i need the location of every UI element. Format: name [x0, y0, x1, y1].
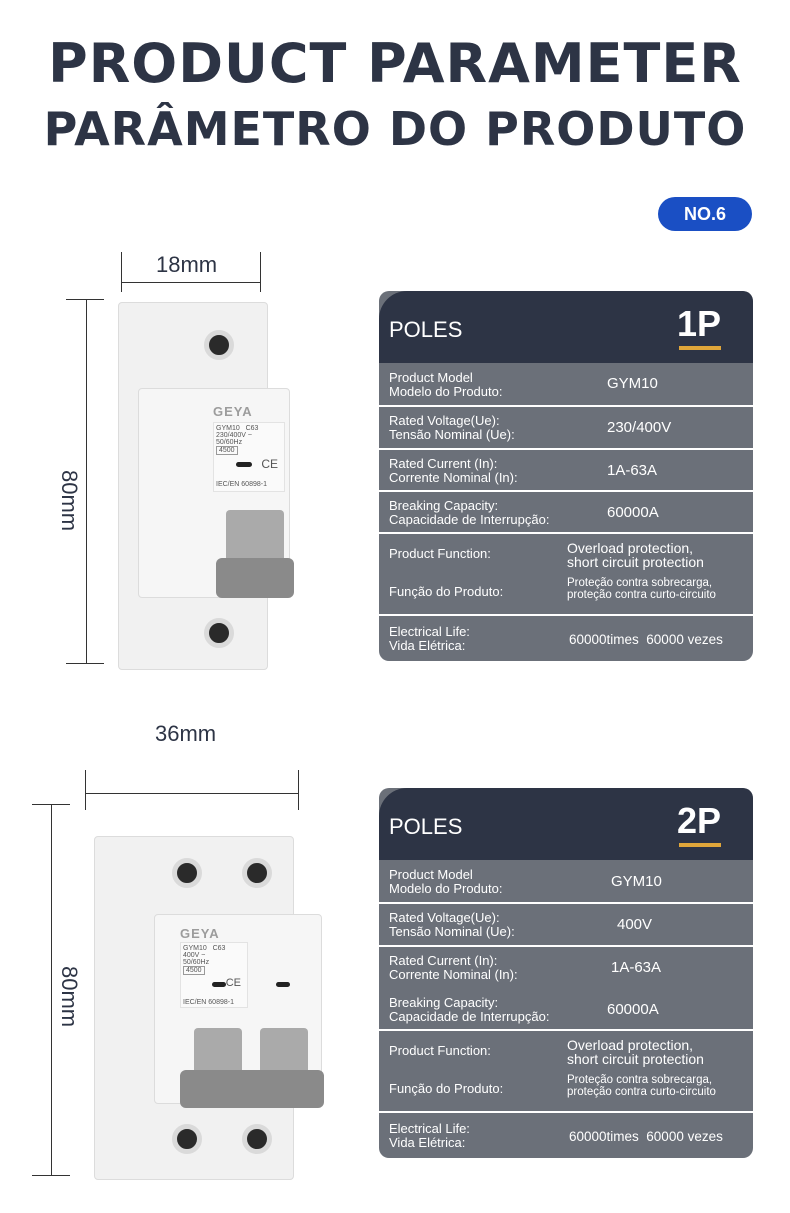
breaking-label-pt: Capacidade de Interrupção:	[389, 512, 550, 527]
label-model: GYM10	[216, 425, 240, 432]
model-label-pt: Modelo do Produto:	[389, 881, 503, 896]
current-label-pt: Corrente Nominal (In):	[389, 967, 518, 982]
indicator-window	[212, 982, 226, 987]
label-standard: IEC/EN 60898-1	[183, 999, 234, 1006]
row-model	[379, 860, 753, 904]
breaking-value: 60000A	[607, 504, 659, 521]
row-voltage	[379, 407, 753, 450]
height-1p-line	[86, 299, 87, 663]
model-label-en: Product Model	[389, 867, 473, 882]
breaking-value: 60000A	[607, 1001, 659, 1018]
breaking-label-en: Breaking Capacity:	[389, 995, 499, 1010]
spec-table-1p	[379, 291, 753, 661]
row-function	[379, 534, 753, 616]
life-label-en: Electrical Life:	[389, 624, 470, 639]
breaking-label-en: Breaking Capacity:	[389, 498, 499, 513]
life-value: 60000times 60000 vezes	[569, 1129, 723, 1144]
dim-tick	[66, 663, 104, 664]
width-2p-line	[85, 793, 298, 794]
function-label-en: Product Function:	[389, 1043, 491, 1058]
brand-logo: GEYA	[180, 926, 220, 941]
voltage-label-en: Rated Voltage(Ue):	[389, 413, 500, 428]
number-badge: NO.6	[658, 197, 752, 231]
ce-mark: CE	[261, 457, 278, 471]
height-1p-label: 80mm	[57, 470, 82, 532]
width-1p-label: 18mm	[156, 252, 218, 277]
row-model	[379, 363, 753, 407]
model-value: GYM10	[607, 375, 658, 392]
row-current	[379, 450, 753, 492]
label-curve: C63	[212, 945, 226, 952]
life-label-pt: Vida Elétrica:	[389, 1135, 466, 1150]
height-2p-label: 80mm	[57, 966, 82, 1028]
indicator-window	[276, 982, 290, 987]
terminal-screw-icon	[204, 618, 234, 648]
label-capacity: 4500	[216, 446, 238, 455]
dim-tick	[85, 770, 86, 810]
life-label-en: Electrical Life:	[389, 1121, 470, 1136]
label-capacity: 4500	[183, 966, 205, 975]
function-value-pt-1: Proteção contra sobrecarga,	[567, 577, 713, 589]
dim-tick	[66, 299, 104, 300]
breaker-1p-image	[118, 302, 290, 672]
width-1p-line	[121, 282, 260, 283]
row-current-breaking	[379, 947, 753, 1031]
life-label-pt: Vida Elétrica:	[389, 638, 466, 653]
function-value-pt-2: proteção contra curto-circuito	[567, 589, 716, 601]
spec-header	[379, 788, 753, 860]
toggle-lever	[216, 558, 294, 598]
poles-label: POLES	[389, 317, 463, 342]
row-life	[379, 1113, 753, 1158]
breaker-label-panel	[213, 422, 285, 492]
row-function	[379, 1031, 753, 1113]
row-breaking	[379, 492, 753, 534]
function-label-en: Product Function:	[389, 546, 491, 561]
function-value-pt-2: proteção contra curto-circuito	[567, 1086, 716, 1098]
terminal-screw-icon	[242, 1124, 272, 1154]
function-label-pt: Função do Produto:	[389, 584, 504, 599]
function-value-pt-1: Proteção contra sobrecarga,	[567, 1074, 713, 1086]
current-value: 1A-63A	[607, 462, 658, 479]
function-value-en-2: short circuit protection	[567, 554, 704, 570]
terminal-screw-icon	[242, 858, 272, 888]
poles-label: POLES	[389, 814, 463, 839]
dim-tick	[260, 252, 261, 292]
label-frequency: 50/60Hz	[183, 959, 210, 966]
spec-header	[379, 291, 753, 363]
breaker-label-panel	[180, 942, 248, 1008]
label-frequency: 50/60Hz	[216, 439, 243, 446]
current-label-en: Rated Current (In):	[389, 953, 498, 968]
voltage-label-pt: Tensão Nominal (Ue):	[389, 924, 515, 939]
label-standard: IEC/EN 60898-1	[216, 481, 267, 488]
row-voltage	[379, 904, 753, 947]
function-value-en-2: short circuit protection	[567, 1051, 704, 1067]
width-2p-label: 36mm	[155, 721, 217, 746]
voltage-label-pt: Tensão Nominal (Ue):	[389, 427, 515, 442]
voltage-value: 230/400V	[607, 419, 672, 436]
current-label-en: Rated Current (In):	[389, 456, 498, 471]
poles-value: 2P	[676, 800, 721, 841]
ce-mark: CE	[225, 977, 241, 989]
dim-tick	[298, 770, 299, 810]
label-voltage: 400V ~	[183, 952, 206, 959]
terminal-screw-icon	[172, 858, 202, 888]
brand-logo: GEYA	[213, 404, 253, 419]
row-life	[379, 616, 753, 661]
life-value: 60000times 60000 vezes	[569, 632, 723, 647]
poles-underline	[679, 843, 721, 847]
indicator-window	[236, 462, 252, 467]
poles-underline	[679, 346, 721, 350]
voltage-label-en: Rated Voltage(Ue):	[389, 910, 500, 925]
terminal-screw-icon	[172, 1124, 202, 1154]
current-value: 1A-63A	[611, 959, 662, 976]
function-label-pt: Função do Produto:	[389, 1081, 504, 1096]
model-value: GYM10	[611, 873, 662, 890]
current-label-pt: Corrente Nominal (In):	[389, 470, 518, 485]
model-label-en: Product Model	[389, 370, 473, 385]
voltage-value: 400V	[617, 916, 653, 933]
spec-table-2p	[379, 788, 753, 1158]
label-voltage: 230/400V ~	[216, 432, 253, 439]
breaker-2p-image	[94, 836, 326, 1182]
height-2p-line	[51, 804, 52, 1175]
dim-tick	[32, 1175, 70, 1176]
function-value-en-1: Overload protection,	[567, 1037, 694, 1053]
model-label-pt: Modelo do Produto:	[389, 384, 503, 399]
dim-tick	[121, 252, 122, 292]
label-model: GYM10	[183, 945, 207, 952]
poles-value: 1P	[676, 303, 721, 344]
page-subtitle: PARÂMETRO DO PRODUTO	[43, 102, 747, 156]
terminal-screw-icon	[204, 330, 234, 360]
label-curve: C63	[245, 425, 259, 432]
page-title: PRODUCT PARAMETER	[48, 32, 742, 95]
function-value-en-1: Overload protection,	[567, 540, 694, 556]
toggle-lever	[180, 1070, 324, 1108]
breaking-label-pt: Capacidade de Interrupção:	[389, 1009, 550, 1024]
